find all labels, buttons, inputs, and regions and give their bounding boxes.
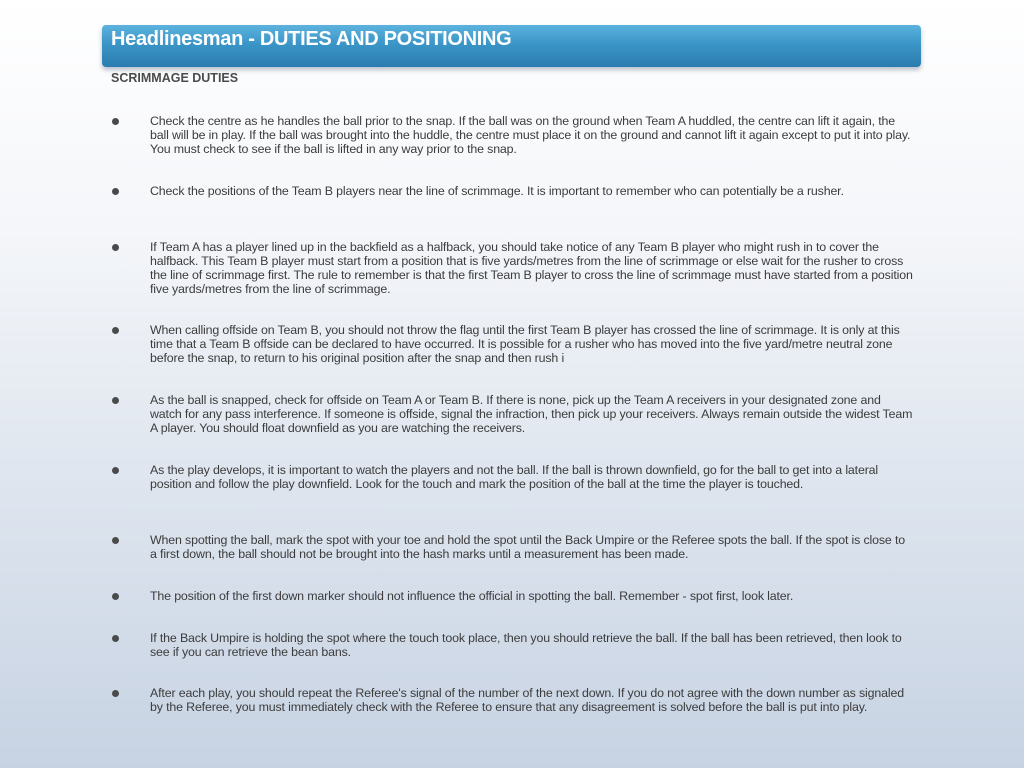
bullet-text: If the Back Umpire is holding the spot where the touch took place, then you should retrieve the ball. If the ball has been retrieved, then look to see if you can retrieve the bean bans. [150, 631, 902, 659]
bullet-icon [112, 397, 119, 404]
bullet-icon [112, 327, 119, 334]
bullet-text: As the play develops, it is important to watch the players and not the ball. If the ball is thrown downfield, go for the ball to get into a lateral position and follow the play downfield. Look for the touch and mark the position of the ball at the time the player is touched. [150, 463, 879, 491]
bullet-text: If Team A has a player lined up in the backfield as a halfback, you should take notice of any Team B player who might rush in to cover the halfback. This Team B player must start from a position that is five yards/metres from the line of scrimmage or else wait for the rusher to cross the line of scrimmage first. The rule to remember is that the first Team B player to cross the line of scrimmage must have started from a position five yards/metres from the line of scrimmage. [150, 240, 913, 296]
bullet-text: Check the positions of the Team B players near the line of scrimmage. It is important to remember who can potentially be a rusher. [150, 184, 844, 198]
section-heading: SCRIMMAGE DUTIES [111, 71, 239, 85]
bullet-icon [112, 188, 119, 195]
bullet-icon [112, 244, 119, 251]
bullet-icon [112, 537, 119, 544]
bullet-text: After each play, you should repeat the Referee's signal of the number of the next down. If you do not agree with the down number as signaled by the Referee, you must immediately check with the Referee to ensure that any disagreement is solved before the ball is put into play. [150, 686, 904, 714]
bullet-icon [112, 467, 119, 474]
bullet-text: When spotting the ball, mark the spot with your toe and hold the spot until the Back Umpire or the Referee spots the ball. If the spot is close to a first down, the ball should not be brought into the hash marks until a measurement has been made. [150, 533, 906, 561]
bullet-icon [112, 690, 119, 697]
bullet-text: Check the centre as he handles the ball prior to the snap. If the ball was on the ground when Team A huddled, the centre can lift it again, the ball will be in play. If the ball was brought into the huddle, the centre must place it on the ground and cannot lift it again except to put it into play. You must check to see if the ball is lifted in any way prior to the snap. [150, 114, 911, 156]
bullet-icon [112, 593, 119, 600]
bullet-text: When calling offside on Team B, you should not throw the flag until the first Team B player has crossed the line of scrimmage. It is only at this time that a Team B offside can be declared to have occurred. It is possible for a rusher who has moved into the five yard/metre neutral zone before the snap, to return to his original position after the snap and then rush i [150, 323, 900, 365]
bullet-text: As the ball is snapped, check for offside on Team A or Team B. If there is none, pick up the Team A receivers in your designated zone and watch for any pass interference. If someone is offside, signal the infraction, then pick up your receivers. Always remain outside the widest Team A player. You should float downfield as you are watching the receivers. [150, 393, 913, 435]
bullet-icon [112, 635, 119, 642]
bullet-text: The position of the first down marker should not influence the official in spotting the ball. Remember - spot first, look later. [150, 589, 794, 603]
bullet-icon [112, 118, 119, 125]
page-title: Headlinesman - DUTIES AND POSITIONING [111, 28, 512, 50]
